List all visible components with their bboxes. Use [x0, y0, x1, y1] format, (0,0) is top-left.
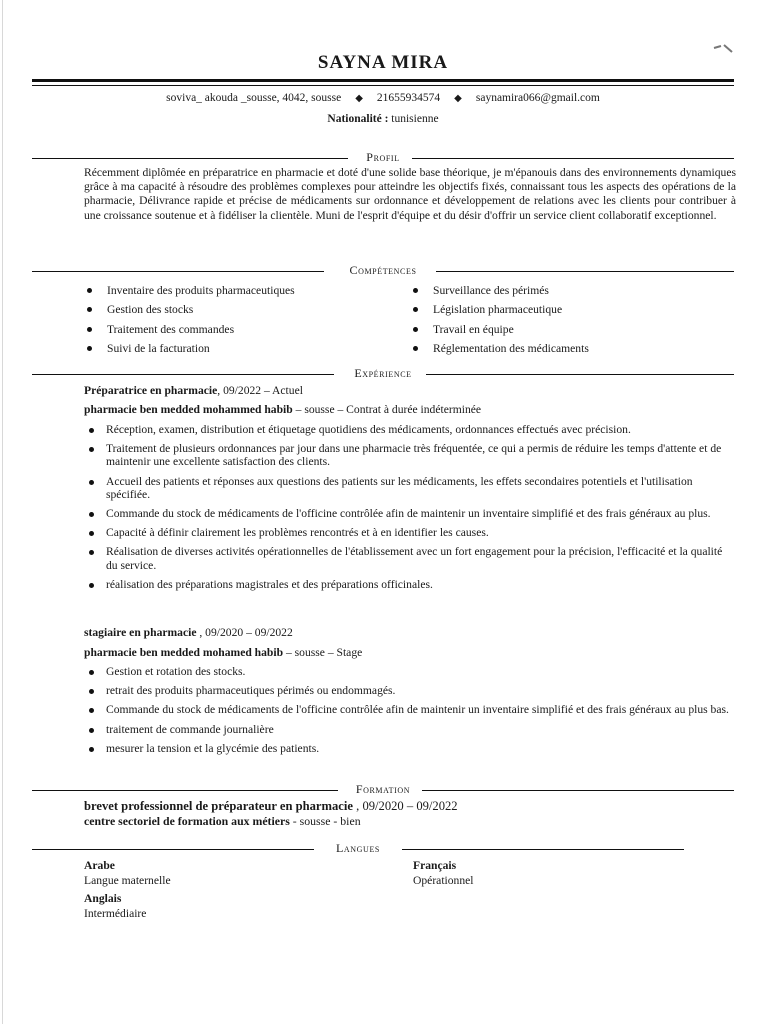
language-name: Arabe — [84, 859, 115, 872]
section-rule-right — [412, 158, 734, 159]
job-bullet: Accueil des patients et réponses aux questions des patients sur les médicaments, les effets secondaires potentiels et l'utilisation spécifiée. — [84, 475, 734, 501]
job-bullet: Commande du stock de médicaments de l'officine contrôlée afin de maintenir un inventaire simplifié et des frais généraux au plus. — [84, 507, 734, 520]
employer-details: – sousse – Contrat à durée indéterminée — [292, 403, 482, 416]
nationality-value: tunisienne — [391, 113, 439, 125]
skills-column-right — [411, 281, 589, 359]
degree-dates: , 09/2020 – 09/2022 — [353, 799, 458, 813]
section-header-profile — [32, 150, 734, 166]
job-bullet: Gestion et rotation des stocks. — [84, 665, 734, 678]
job-bullet: Commande du stock de médicaments de l'officine contrôlée afin de maintenir un inventaire simplifié et des frais généraux au plus bas. — [84, 703, 734, 716]
section-rule-right — [436, 271, 734, 272]
section-title: Compétences — [349, 263, 417, 277]
profile-summary: Récemment diplômée en préparatrice en pharmacie et doté d'une solide base théorique, je m'épanouis dans des environnements dynamiques grâce à ma capacité à résoudre des problèmes complexes pour atteindre les objectifs fixés, connaissant tous les aspects des opérations de la pharmacie, Délivrance rapide et précise de médicaments sur ordonnance et développement de relations avec les clients pour contribuer à une croissance soutenue et à fidéliser la clientèle. Muni de l'esprit d'équipe et du désir d'offrir un service client collaboratif exceptionnel. — [84, 166, 736, 222]
employer-name: pharmacie ben medded mohamed habib — [84, 646, 284, 659]
school-location: - sousse - bien — [289, 814, 361, 828]
skill-item: Travail en équipe — [411, 320, 589, 339]
page-edge — [2, 0, 3, 1024]
section-rule-right — [426, 374, 734, 375]
skill-item: Suivi de la facturation — [85, 339, 295, 358]
section-header-education — [32, 782, 734, 798]
language-level: Intermédiaire — [84, 907, 147, 920]
header-rule-thin — [32, 85, 734, 86]
job-dates: , 09/2022 – Actuel — [217, 384, 303, 397]
employer-details: – sousse – Stage — [283, 646, 363, 659]
section-title: Formation — [355, 782, 411, 796]
header-rule-thick — [32, 79, 734, 82]
job-bullet: retrait des produits pharmaceutiques périmés ou endommagés. — [84, 684, 734, 697]
section-rule-right — [402, 849, 684, 850]
address: soviva_ akouda _sousse, 4042, sousse — [166, 92, 342, 104]
nationality-label: Nationalité : — [327, 113, 389, 125]
job-bullet: Réalisation de diverses activités opérationnelles de l'établissement avec un fort engagement pour la précision, l'efficacité et la qualité du service. — [84, 545, 734, 571]
school-name: centre sectoriel de formation aux métiers — [84, 814, 290, 828]
candidate-name: SAYNA MIRA — [317, 52, 449, 73]
school-line — [84, 814, 744, 829]
employer-line — [84, 403, 744, 416]
job-bullet: réalisation des préparations magistrales et des préparations officinales. — [84, 578, 734, 591]
job-bullet: mesurer la tension et la glycémie des patients. — [84, 742, 734, 755]
phone: 21655934574 — [376, 92, 441, 104]
section-header-skills — [32, 263, 734, 279]
skill-item: Gestion des stocks — [85, 300, 295, 319]
job-bullet: Réception, examen, distribution et étiquetage quotidiens des médicaments, ordonnances effectués avec précision. — [84, 423, 734, 436]
skill-item: Inventaire des produits pharmaceutiques — [85, 281, 295, 300]
section-header-experience — [32, 366, 734, 382]
job-bullets — [84, 423, 734, 591]
job-bullet: Traitement de plusieurs ordonnances par jour dans une pharmacie très fréquentée, ce qui a permis de réduire les temps d'attente et de maintenir une excellente satisfaction des clients. — [84, 442, 734, 468]
nationality-line — [32, 113, 734, 125]
job-title: Préparatrice en pharmacie — [84, 384, 218, 397]
employer-name: pharmacie ben medded mohammed habib — [84, 403, 293, 416]
contact-line — [32, 92, 734, 104]
skill-item: Traitement des commandes — [85, 320, 295, 339]
separator-diamond: ◆ — [454, 93, 462, 104]
job-title-line — [84, 384, 744, 397]
job-bullet: Capacité à définir clairement les problèmes rencontrés et à en identifier les causes. — [84, 526, 734, 539]
section-title: Langues — [336, 841, 380, 855]
employer-line — [84, 646, 744, 659]
separator-diamond: ◆ — [355, 93, 363, 104]
section-rule-right — [422, 790, 734, 791]
section-title: Profil — [366, 150, 400, 164]
job-title-line — [84, 626, 744, 639]
skill-item: Surveillance des périmés — [411, 281, 589, 300]
skills-column-left — [85, 281, 295, 359]
email: saynamira066@gmail.com — [475, 92, 600, 104]
language-level: Langue maternelle — [84, 874, 171, 887]
skill-item: Législation pharmaceutique — [411, 300, 589, 319]
job-bullet: traitement de commande journalière — [84, 723, 734, 736]
job-bullets — [84, 665, 734, 755]
language-name: Anglais — [84, 892, 122, 905]
skill-item: Réglementation des médicaments — [411, 339, 589, 358]
language-name: Français — [413, 859, 457, 872]
degree-line — [84, 799, 744, 814]
section-header-languages — [32, 841, 734, 857]
job-title: stagiaire en pharmacie — [84, 626, 197, 639]
job-dates: , 09/2020 – 09/2022 — [196, 626, 293, 639]
degree-name: brevet professionnel de préparateur en pharmacie — [84, 799, 353, 813]
language-level: Opérationnel — [413, 874, 474, 887]
section-title: Expérience — [354, 366, 412, 380]
